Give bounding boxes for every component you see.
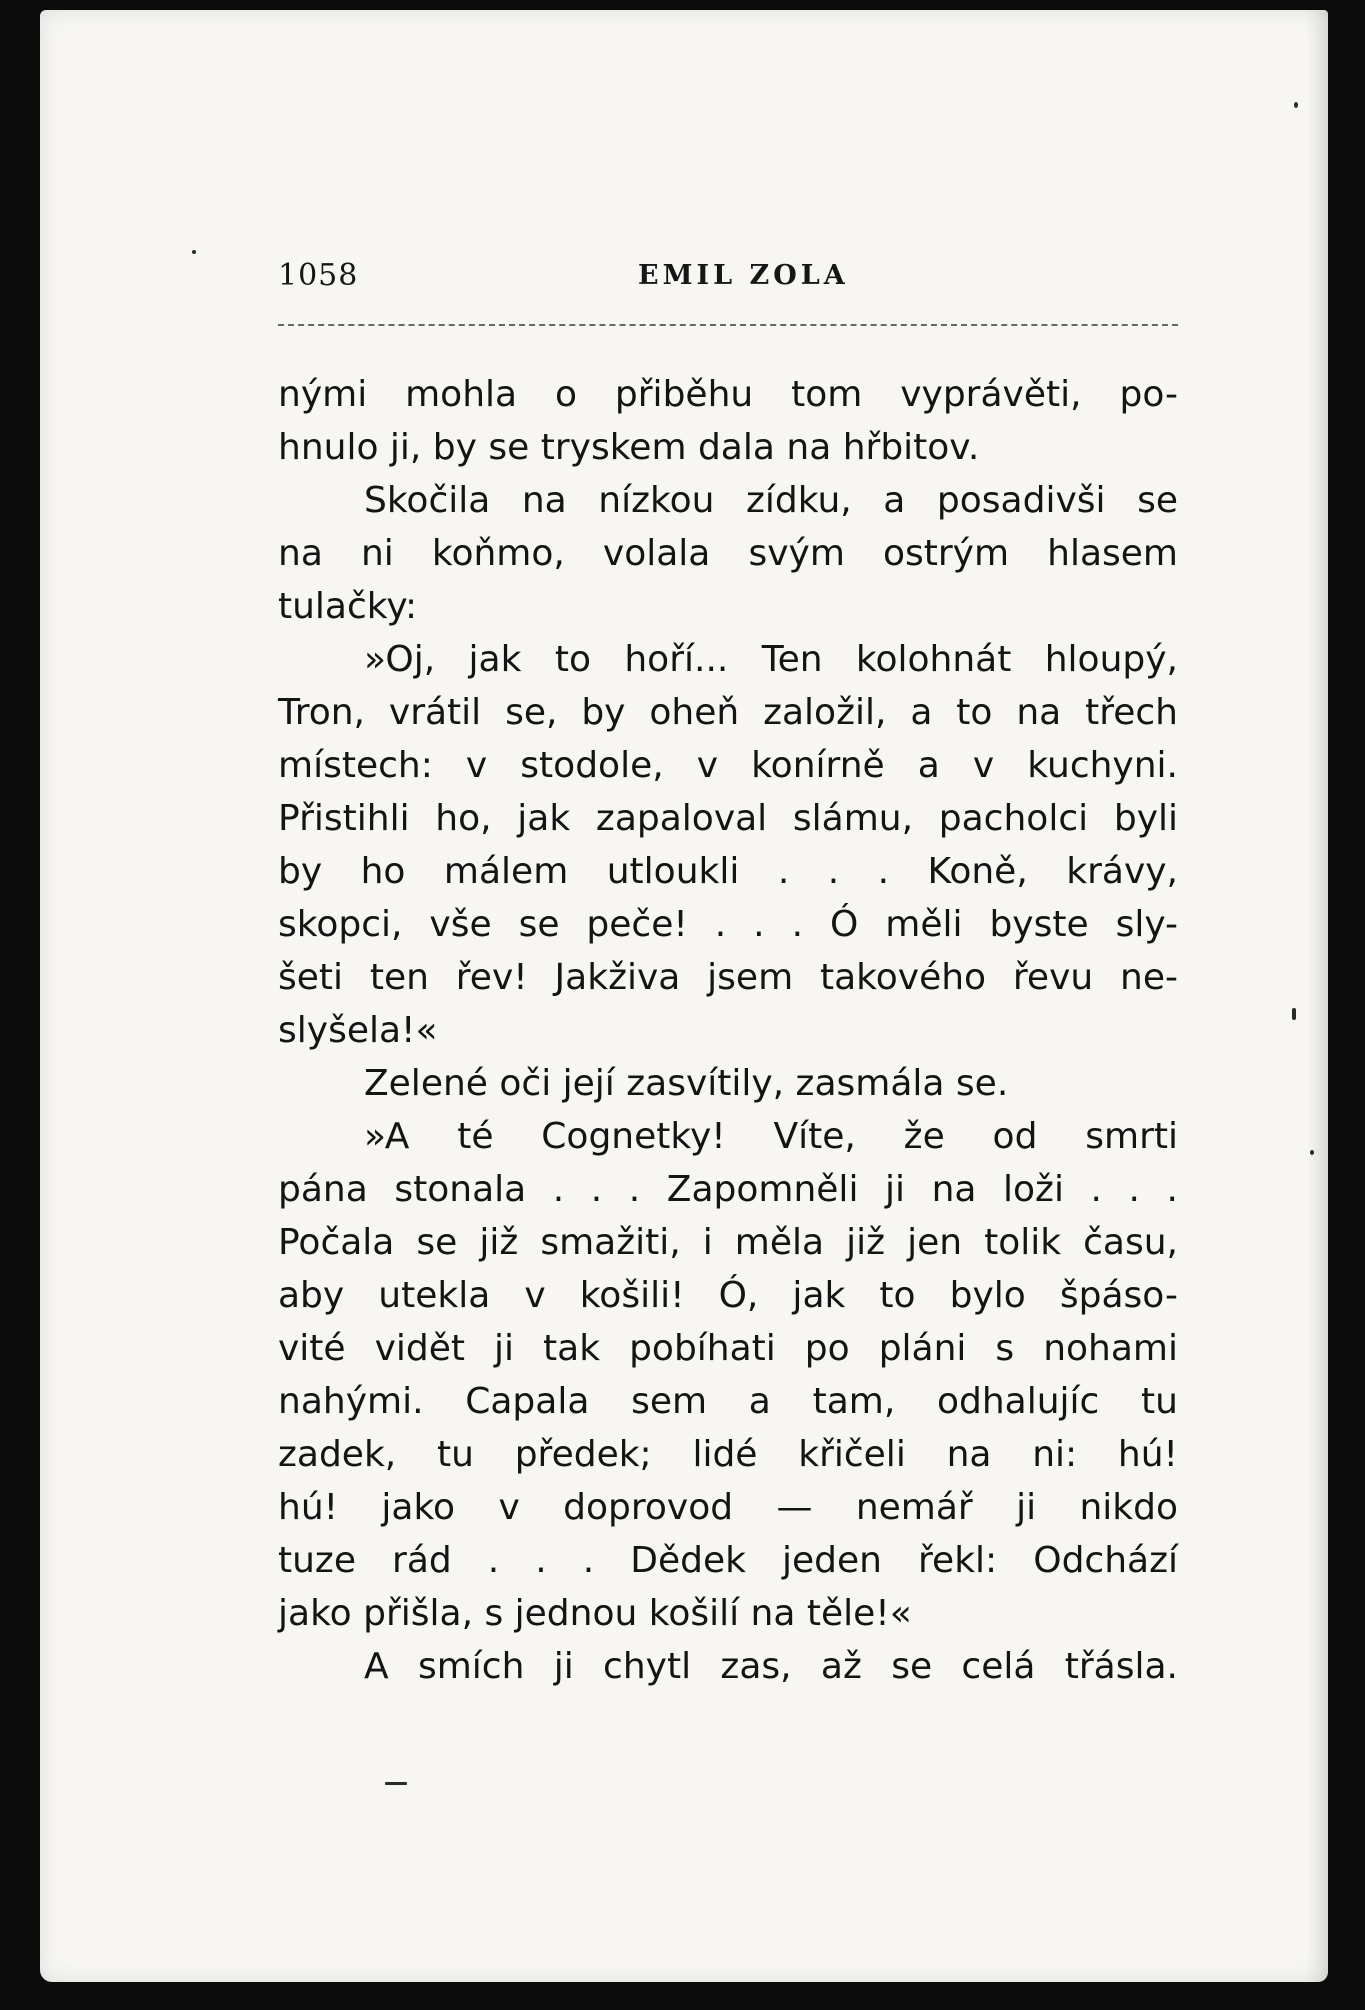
page-edge-shadow <box>1306 10 1328 1982</box>
text-line: šeti ten řev! Jakživa jsem takového řevu ne- <box>278 957 1178 998</box>
text-line: hú! jako v doprovod — nemář ji nikdo <box>278 1487 1178 1528</box>
text-line: Počala se již smažiti, i měla již jen tolik času, <box>278 1222 1178 1263</box>
scan-speck <box>192 250 196 254</box>
scan-speck <box>1292 1008 1296 1020</box>
text-line: místech: v stodole, v konírně a v kuchyni. <box>278 745 1178 786</box>
running-head <box>278 258 1178 298</box>
text-line: pána stonala . . . Zapomněli ji na loži . . . <box>278 1169 1178 1210</box>
text-line: tulačky: <box>278 586 418 627</box>
text-line: slyšela!« <box>278 1010 438 1051</box>
body-text <box>278 368 1178 1693</box>
text-line: jako přišla, s jednou košilí na těle!« <box>278 1593 912 1634</box>
text-line: »A té Cognetky! Víte, že od smrti <box>364 1116 1178 1157</box>
text-line: na ni koňmo, volala svým ostrým hlasem <box>278 533 1178 574</box>
header-rule <box>278 324 1178 326</box>
text-line: tuze rád . . . Dědek jeden řekl: Odchází <box>278 1540 1178 1581</box>
text-line: Zelené oči její zasvítily, zasmála se. <box>364 1063 1009 1104</box>
text-line: aby utekla v košili! Ó, jak to bylo špáso- <box>278 1275 1178 1316</box>
text-line: hnulo ji, by se tryskem dala na hřbitov. <box>278 427 980 468</box>
text-line: vité vidět ji tak pobíhati po pláni s nohami <box>278 1328 1178 1369</box>
text-line: nými mohla o přiběhu tom vyprávěti, po- <box>278 374 1178 415</box>
text-line: »Oj, jak to hoří... Ten kolohnát hloupý, <box>364 639 1178 680</box>
text-line: zadek, tu předek; lidé křičeli na ni: hú! <box>278 1434 1178 1475</box>
book-page <box>40 10 1328 1982</box>
scan-speck <box>1294 102 1298 108</box>
text-line: Přistihli ho, jak zapaloval slámu, pacholci byli <box>278 798 1178 839</box>
text-line: A smích ji chytl zas, až se celá třásla. <box>364 1646 1178 1687</box>
text-line: Tron, vrátil se, by oheň založil, a to na třech <box>278 692 1178 733</box>
running-title: EMIL ZOLA <box>638 260 849 291</box>
scan-speck <box>1310 1150 1314 1155</box>
text-line: nahými. Capala sem a tam, odhalujíc tu <box>278 1381 1178 1422</box>
text-line: by ho málem utloukli . . . Koně, krávy, <box>278 851 1178 892</box>
scan-speck <box>385 1782 407 1785</box>
text-line: skopci, vše se peče! . . . Ó měli byste sly- <box>278 904 1178 945</box>
page-number: 1058 <box>278 258 359 293</box>
text-line: Skočila na nízkou zídku, a posadivši se <box>364 480 1178 521</box>
